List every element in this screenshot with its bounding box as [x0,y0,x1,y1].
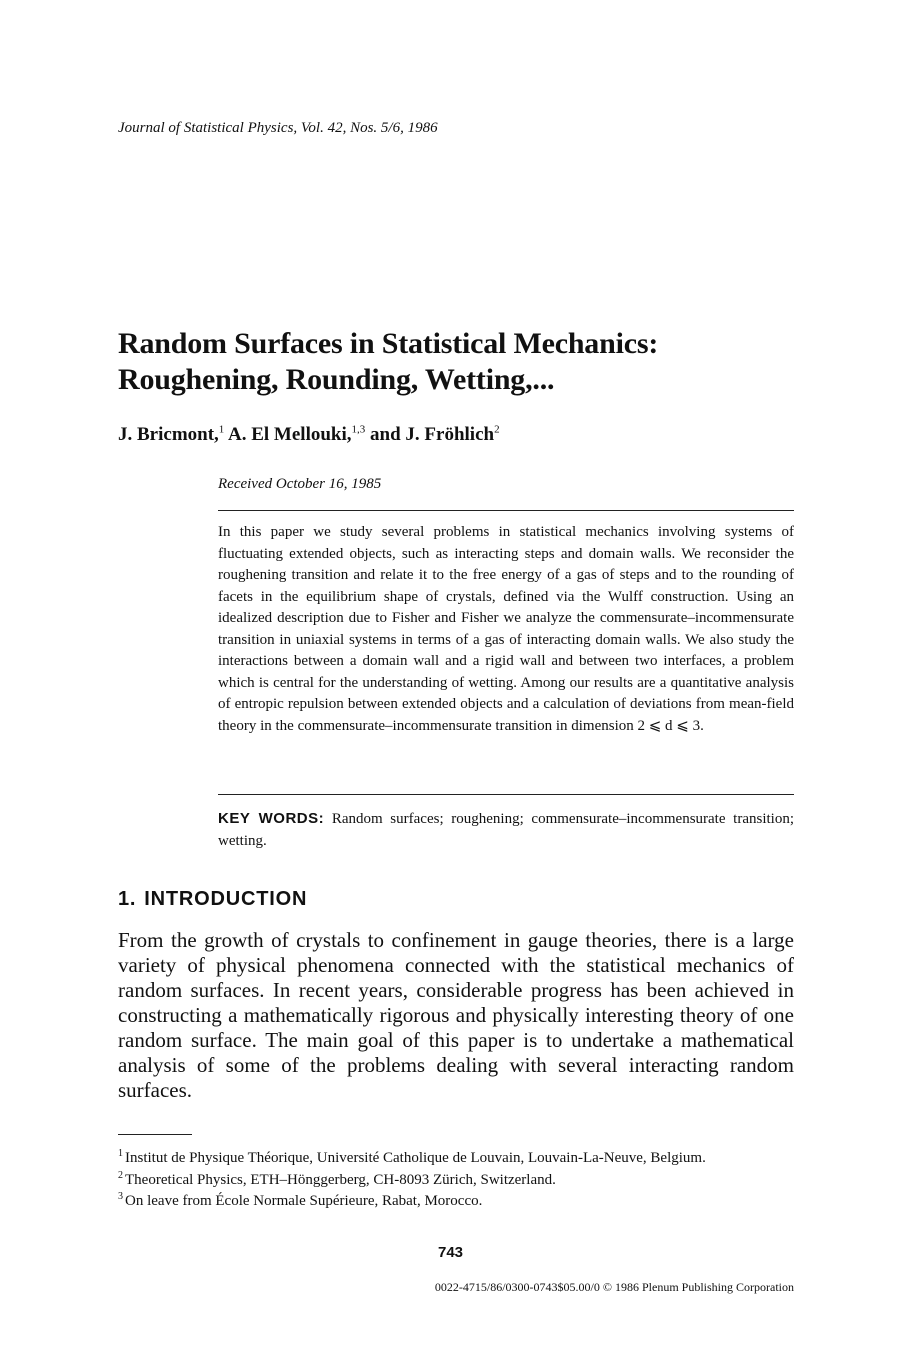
author-affiliation-mark: 2 [494,423,500,436]
section-heading [118,888,307,911]
section-title: INTRODUCTION [144,888,308,910]
abstract-bottom-rule [218,794,794,795]
intro-paragraph: From the growth of crystals to confinement in gauge theories, there is a large variety of physical phenomena connected with the statistical mechanics of random surfaces. In recent years, considerable progress has been achieved in constructing a mathematically rigorous and physically interesting theory of one random surface. The main goal of this paper is to undertake a mathematical analysis of some of the problems dealing with several interacting random surfaces. [118,928,794,1102]
author-name: J. Bricmont, [118,424,219,445]
footnote [118,1148,794,1170]
keywords-label: KEY WORDS: [218,810,325,827]
author-affiliation-mark: 1 [218,423,225,436]
footnote-text: On leave from École Normale Supérieure, Rabat, Morocco. [125,1193,483,1209]
author-list [118,424,500,446]
footnote [118,1170,794,1192]
footnote-rule [118,1134,192,1135]
title-line-1: Random Surfaces in Statistical Mechanics: [118,327,659,360]
keywords [218,808,794,852]
title-line-2: Roughening, Rounding, Wetting,... [118,363,555,396]
authors-conjunction: and [370,424,401,445]
abstract: In this paper we study several problems in statistical mechanics involving systems of fluctuating extended objects, such as interacting steps and domain walls. We reconsider the roughening transition and relate it to the free energy of a gas of steps and to the rounding of facets in the equilibrium shape of crystals, defined via the Wulff construction. Using an idealized description due to Fisher and Fisher we analyze the commensurate–incommensurate transition in uniaxial systems in terms of a gas of interacting domain walls. We also study the interactions between a domain wall and a rigid wall and between two interfaces, a problem which is central for the understanding of wetting. Among our results are a quantitative analysis of entropic repulsion between extended objects and a calculation of deviations from mean-field theory in the commensurate–incommensurate transition in dimension 2 ⩽ d ⩽ 3. [218,524,794,734]
abstract-top-rule [218,510,794,511]
author-name: A. El Mellouki, [228,424,352,445]
section-number: 1. [118,888,137,910]
footnote-text: Theoretical Physics, ETH–Hönggerberg, CH-8093 Zürich, Switzerland. [125,1171,556,1188]
page-number: 743 [437,1244,464,1261]
paper-title [118,326,658,398]
footnote-mark: 1 [118,1148,123,1159]
author-affiliation-mark: 1,3 [351,423,366,436]
keywords-text: Random surfaces; roughening; commensurate–incommensurate transition; wetting. [218,811,794,849]
footnote-mark: 2 [118,1169,123,1181]
journal-citation: Journal of Statistical Physics, Vol. 42, Nos. 5/6, 1986 [118,120,438,136]
footnote-mark: 3 [118,1191,123,1202]
copyright-line: 0022-4715/86/0300-0743$05.00/0 © 1986 Plenum Publishing Corporation [434,1280,794,1294]
author-name: J. Fröhlich [405,424,495,445]
received-date: Received October 16, 1985 [218,476,382,492]
footnote [118,1191,794,1213]
footnotes [118,1148,794,1213]
footnote-text: Institut de Physique Théorique, Université Catholique de Louvain, Louvain-La-Neuve, Belgium. [125,1150,706,1166]
